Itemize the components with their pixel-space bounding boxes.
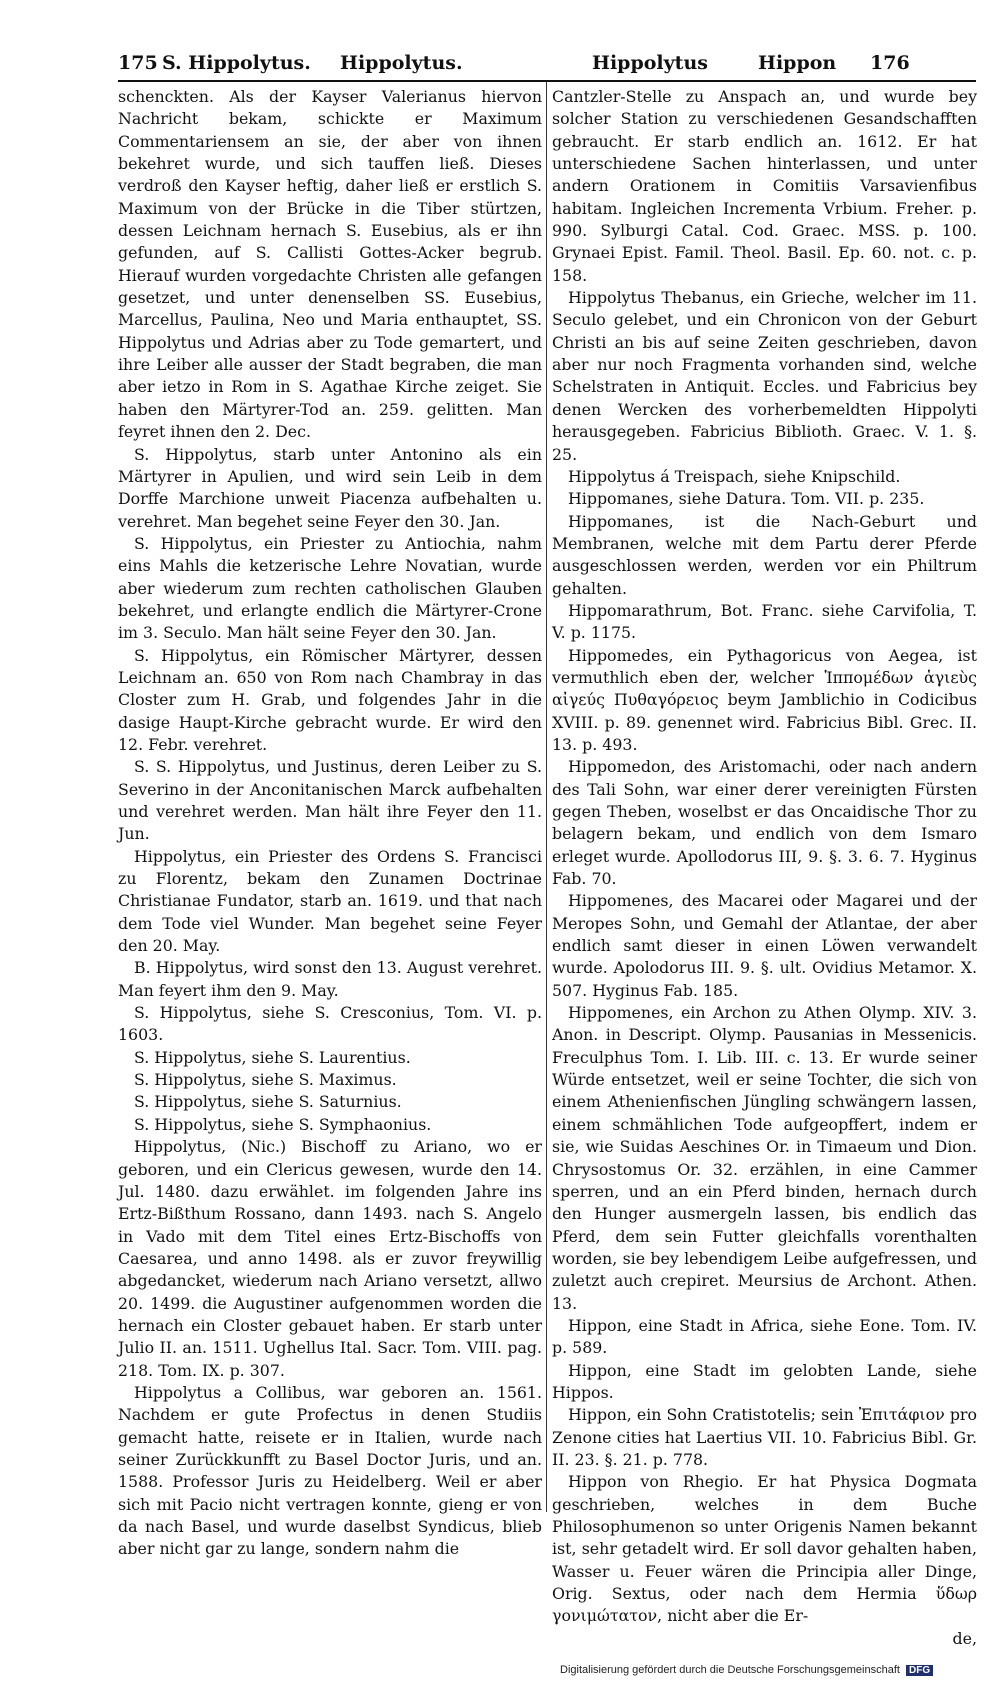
entry-paragraph: S. Hippolytus, starb unter Antonino als ein Märtyrer in Apulien, und wird sein Leib in dem Dorffe Marchione unweit Piacenza aufbehalten u. verehret. Man begehet seine Feyer den 30. Jan.	[118, 444, 542, 531]
entry-paragraph: B. Hippolytus, wird sonst den 13. August verehret. Man feyert ihm den 9. May.	[118, 958, 542, 1000]
center-right-header-title: Hippolytus	[592, 52, 708, 74]
entry-paragraph: S. Hippolytus, ein Römischer Märtyrer, dessen Leichnam an. 650 von Rom nach Chambray in das Closter zum H. Grab, und folgendes Jahr in die dasige Haupt-Kirche gebracht wurde. Er wird den 12. Febr. verehret.	[118, 645, 542, 754]
left-column	[118, 86, 542, 1561]
digitization-credit	[560, 1664, 933, 1676]
right-page-number: 176	[870, 52, 910, 74]
entry-paragraph: S. Hippolytus, siehe S. Symphaonius.	[134, 1114, 432, 1134]
left-page-number: 175	[118, 52, 158, 74]
entry-paragraph: S. Hippolytus, siehe S. Saturnius.	[134, 1092, 402, 1112]
entry-paragraph: S. Hippolytus, ein Priester zu Antiochia, nahm eins Mahls die ketzerische Lehre Novatian, wurde aber wiederum zum rechten catholischen Glauben bekehret, und erlangte endlich die Märtyrer-Crone im 3. Seculo. Man hält seine Feyer den 30. Jan.	[118, 533, 542, 643]
entry-paragraph: Hippomanes, siehe Datura. Tom. VII. p. 235.	[568, 489, 925, 509]
entry-paragraph: Hippomanes, ist die Nach-Geburt und Membranen, welche mit dem Partu derer Pferde ausgeschlossen werden, werden vor ein Philtrum gehalten.	[552, 511, 977, 598]
right-header-title: Hippon	[758, 52, 837, 74]
entry-paragraph: Hippomenes, ein Archon zu Athen Olymp. XIV. 3. Anon. in Descript. Olymp. Pausanias in Messenicis. Freculphus Tom. I. Lib. III. c. 13. Er wurde seiner Würde entsetzet, weil er seine Tochter, die sich von einem Athenienfischen Jüngling schwängern lassen, einem schmählichen Tode aufgeopffert, indem er sie, wie Suidas Aeschines Or. in Timaeum und Dion. Chrysostomus Or. 32. erzählen, in eine Cammer sperren, und an ein Pferd binden, hernach durch den Hunger ausmergeln lassen, bis endlich das Pferd, dem sein Futter gleichfalls vorenthalten worden, sie bey lebendigem Leibe aufgefressen, und zuletzt auch crepiret. Meursius de Archont. Athen. 13.	[552, 1003, 977, 1313]
entry-paragraph: Hippomenes, des Macarei oder Magarei und der Meropes Sohn, und Gemahl der Atlantae, der aber endlich samt dieser in einen Löwen verwandelt wurde. Apolodorus III. 9. §. ult. Ovidius Metamor. X. 507. Hyginus Fab. 185.	[552, 891, 977, 1000]
entry-paragraph: Hippolytus, (Nic.) Bischoff zu Ariano, wo er geboren, und ein Clericus gewesen, wurde den 14. Jul. 1480. dazu erwählet. im folgenden Jahre ins Ertz-Bißthum Rossano, dann 1493. nach S. Angelo in Vado mit dem Titel eines Ertz-Bischoffs von Caesarea, und anno 1498. als er zuvor freywillig abgedancket, wiederum nach Ariano versetzt, allwo 20. 1499. die Augustiner aufgenommen worden die hernach ein Closter gebauet haben. Er starb unter Julio II. an. 1511. Ughellus Ital. Sacr. Tom. VIII. pag. 218. Tom. IX. p. 307.	[118, 1137, 542, 1380]
credit-text: Digitalisierung gefördert durch die Deutsche Forschungsgemeinschaft	[560, 1664, 900, 1676]
header-rule	[118, 80, 976, 82]
entry-paragraph: Hippolytus, ein Priester des Ordens S. Francisci zu Florentz, bekam den Zunamen Doctrinae Christianae Fundator, starb an. 1619. und that nach dem Tode viel Wunder. Man begehet seine Feyer den 20. May.	[118, 846, 542, 956]
entry-paragraph: S. Hippolytus, siehe S. Cresconius, Tom. VI. p. 1603.	[118, 1003, 542, 1045]
entry-paragraph: schenckten. Als der Kayser Valerianus hiervon Nachricht bekam, schickte er Maximum Commentariensem an sie, der aber von ihnen bekehret wurde, und sich tauffen ließ. Dieses verdroß den Kayser heftig, daher ließ er erstlich S. Maximum von der Brücke in die Tiber stürtzen, dessen Leichnam hernach S. Eusebius, als er ihn gefunden, auf S. Callisti Gottes-Acker begrub. Hierauf wurden vorgedachte Christen alle gefangen gesetzet, und unter denenselben SS. Eusebius, Marcellus, Paulina, Neo und Maria enthauptet, SS. Hippolytus und Adrias aber zu Tode gemartert, und ihre Leiber alle ausser der Stadt begraben, die man aber ietzo in Rom in S. Agathae Kirche zeiget. Sie haben den Märtyrer-Tod an. 259. gelitten. Man feyret ihnen den 2. Dec.	[118, 87, 542, 442]
entry-paragraph: Hippon, eine Stadt im gelobten Lande, siehe Hippos.	[552, 1360, 977, 1402]
entry-paragraph: S. Hippolytus, siehe S. Maximus.	[134, 1070, 397, 1090]
entry-paragraph: S. S. Hippolytus, und Justinus, deren Leiber zu S. Severino in der Anconitanischen Marck aufbehalten und verehret werden. Man hält ihre Feyer den 11. Jun.	[118, 757, 542, 844]
entry-paragraph: Hippolytus á Treispach, siehe Knipschild.	[568, 466, 901, 486]
right-column	[552, 86, 977, 1650]
entry-paragraph: S. Hippolytus, siehe S. Laurentius.	[134, 1047, 411, 1067]
entry-paragraph: Hippon, eine Stadt in Africa, siehe Eone. Tom. IV. p. 589.	[552, 1315, 977, 1358]
dfg-logo: DFG	[906, 1665, 933, 1676]
entry-paragraph: Hippolytus a Collibus, war geboren an. 1561. Nachdem er gute Profectus in denen Studiis gemacht hatte, reisete er in Italien, wurde nach seiner Zurückkunfft zu Basel Doctor Juris, und an. 1588. Professor Juris zu Heidelberg. Weil er aber sich mit Pacio nicht vertragen konnte, gieng er von da nach Basel, und wurde daselbst Syndicus, blieb aber nicht gar zu lange, sondern nahm die	[118, 1382, 542, 1559]
entry-paragraph: Hippomedes, ein Pythagoricus von Aegea, ist vermuthlich eben der, welcher Ἱππομέδων ἁγιεὺς αἰγεύς Πυθαγόρειος beym Jamblichio in Codicibus XVIII. p. 89. genennet wird. Fabricius Bibl. Grec. II. 13. p. 493.	[552, 645, 977, 754]
entry-paragraph: Hippon, ein Sohn Cratistotelis; sein Ἐπιτάφιον pro Zenone cities hat Laertius VII. 10. Fabricius Bibl. Gr. II. 23. §. 21. p. 778.	[552, 1405, 977, 1469]
entry-paragraph: Hippomedon, des Aristomachi, oder nach andern des Tali Sohn, war einer derer vereinigten Fürsten gegen Theben, woselbst er das Oncaidische Thor zu belagern bekam, und endlich von dem Ismaro erleget wurde. Apollodorus III, 9. §. 3. 6. 7. Hyginus Fab. 70.	[552, 757, 977, 889]
center-left-header-title: Hippolytus.	[340, 52, 463, 74]
entry-paragraph: Hippon von Rhegio. Er hat Physica Dogmata geschrieben, welches in dem Buche Philosophumenon so unter Origenis Namen bekannt ist, sehr getadelt wird. Er soll davor gehalten haben, Wasser u. Feuer wären die Principia aller Dinge, Orig. Sextus, oder nach dem Hermia ὕδωρ γονιμώτατον, nicht aber die Er-	[552, 1472, 977, 1626]
entry-paragraph: Hippomarathrum, Bot. Franc. siehe Carvifolia, T. V. p. 1175.	[552, 600, 977, 643]
running-header	[118, 48, 978, 80]
entry-paragraph: Hippolytus Thebanus, ein Grieche, welcher im 11. Seculo gelebet, und ein Chronicon von der Geburt Christi an bis auf seine Zeiten geschrieben, davon aber nur noch Fragmenta vorhanden sind, welche Schelstraten in Antiquit. Eccles. und Fabricius bey denen Wercken des vorherbemeldten Hippolyti herausgegeben. Fabricius Biblioth. Graec. V. 1. §. 25.	[552, 288, 977, 464]
entry-continuation: de,	[952, 1628, 977, 1648]
entry-paragraph: Cantzler-Stelle zu Anspach an, und wurde bey solcher Station zu verschiedenen Gesandschafften gebraucht. Er starb endlich an. 1612. Er hat unterschiedene Sachen hinterlassen, und unter andern Orationem in Comitiis Varsavienfibus habitam. Ingleichen Incrementa Vrbium. Freher. p. 990. Sylburgi Catal. Cod. Graec. MSS. p. 100. Grynaei Epist. Famil. Theol. Basil. Ep. 60. not. c. p. 158.	[552, 87, 977, 285]
left-header-title: S. Hippolytus.	[162, 52, 311, 74]
column-divider	[546, 82, 547, 1512]
